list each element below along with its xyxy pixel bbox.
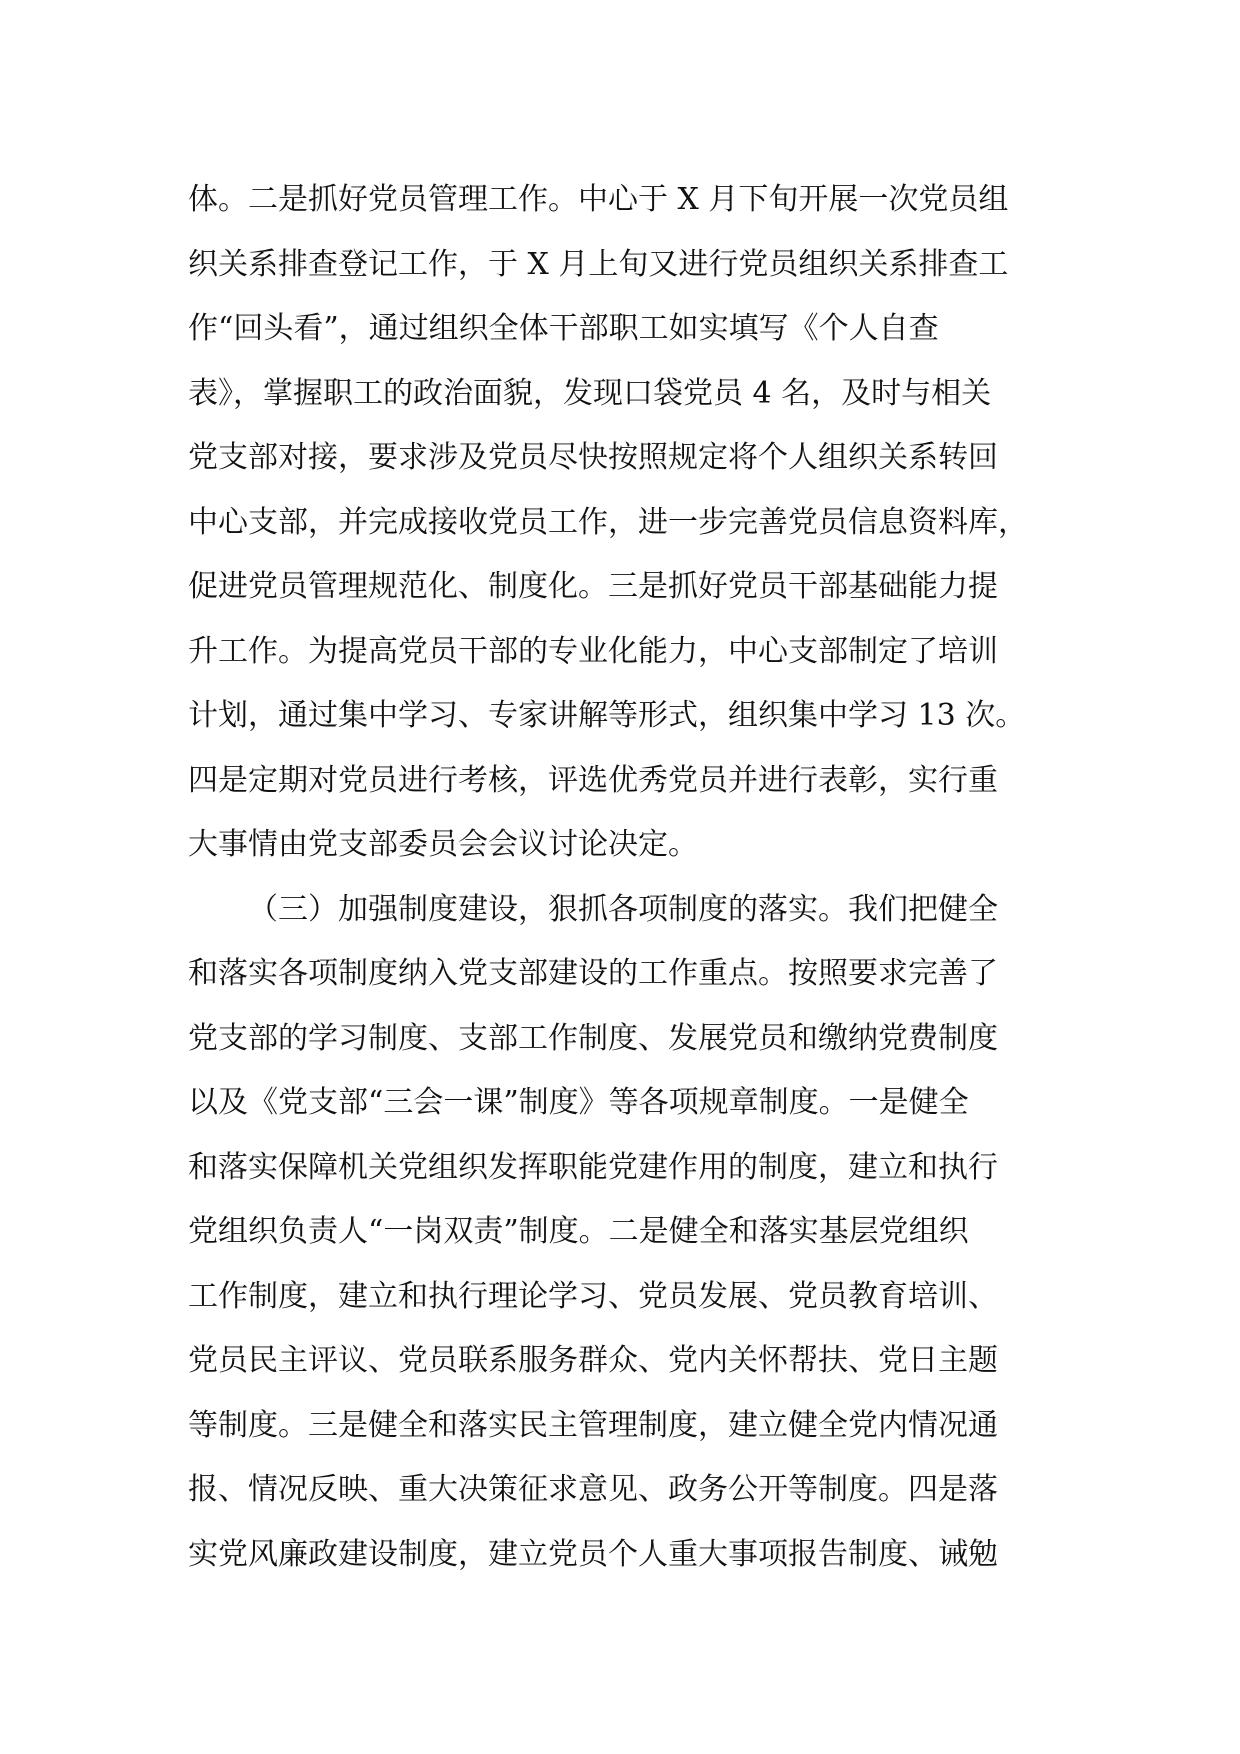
text-line-9: 计划，通过集中学习、专家讲解等形式，组织集中学习 13 次。 (188, 698, 1026, 733)
text-line-8: 升工作。为提高党员干部的专业化能力，中心支部制定了培训 (188, 633, 998, 669)
text-line-17: 党组织负责人“一岗双责”制度。二是健全和落实基层党组织 (188, 1214, 969, 1249)
text-line-2: 织关系排查登记工作，于 X 月上旬又进行党员组织关系排查工 (188, 246, 1009, 282)
text-line-18: 工作制度，建立和执行理论学习、党员发展、党员教育培训、 (188, 1278, 998, 1314)
text-line-7: 促进党员管理规范化、制度化。三是抓好党员干部基础能力提 (188, 569, 998, 604)
text-line-21: 报、情况反映、重大决策征求意见、政务公开等制度。四是落 (188, 1472, 998, 1507)
text-line-3: 作“回头看”，通过组织全体干部职工如实填写《个人自查 (188, 311, 939, 346)
text-line-13: 和落实各项制度纳入党支部建设的工作重点。按照要求完善了 (188, 956, 998, 991)
text-line-6: 中心支部，并完成接收党员工作，进一步完善党员信息资料库， (188, 504, 1028, 540)
text-line-15: 以及《党支部“三会一课”制度》等各项规章制度。一是健全 (188, 1085, 969, 1120)
text-line-20: 等制度。三是健全和落实民主管理制度，建立健全党内情况通 (188, 1407, 998, 1443)
section-heading-line: （三）加强制度建设，狠抓各项制度的落实。我们把健全 (248, 891, 998, 927)
text-line-22: 实党风廉政建设制度，建立党员个人重大事项报告制度、诫勉 (188, 1536, 998, 1572)
text-line-16: 和落实保障机关党组织发挥职能党建作用的制度，建立和执行 (188, 1149, 998, 1185)
text-line-11: 大事情由党支部委员会会议讨论决定。 (188, 827, 698, 862)
text-line-10: 四是定期对党员进行考核，评选优秀党员并进行表彰，实行重 (188, 762, 998, 798)
body-text (188, 168, 1088, 1587)
text-line-14: 党支部的学习制度、支部工作制度、发展党员和缴纳党费制度 (188, 1020, 998, 1056)
text-line-5: 党支部对接，要求涉及党员尽快按照规定将个人组织关系转回 (188, 440, 998, 475)
text-line-1: 体。二是抓好党员管理工作。中心于 X 月下旬开展一次党员组 (188, 182, 1009, 217)
text-line-19: 党员民主评议、党员联系服务群众、党内关怀帮扶、党日主题 (188, 1343, 998, 1378)
text-line-4: 表》，掌握职工的政治面貌，发现口袋党员 4 名，及时与相关 (188, 375, 992, 411)
